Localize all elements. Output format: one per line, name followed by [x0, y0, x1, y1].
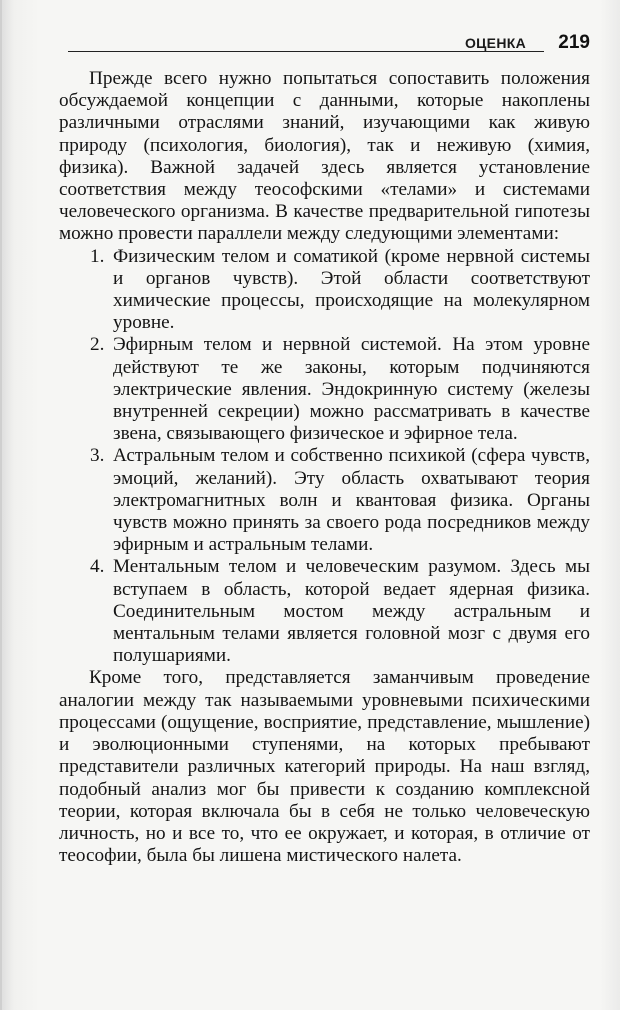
page-header — [68, 31, 592, 59]
list-item-text: Физическим телом и соматикой (кроме нервной системы и органов чувств). Этой области соответствуют химические процессы, происходящие на молекулярном уровне. — [113, 245, 590, 334]
list-item — [59, 246, 590, 335]
list-item-number: 4. — [90, 556, 105, 578]
page-edge-shadow — [0, 0, 2, 1010]
numbered-list — [59, 246, 590, 668]
list-item-text: Ментальным телом и человеческим разумом. Здесь мы вступаем в область, которой ведает ядерная физика. Соединительным мостом между астральным и ментальным телами является головной мозг с двумя его полушариями. — [113, 556, 590, 667]
running-head: ОЦЕНКА — [464, 35, 526, 51]
list-item — [59, 445, 590, 556]
list-item-number: 3. — [90, 445, 105, 467]
list-item — [59, 334, 590, 445]
list-item-number: 1. — [90, 245, 105, 267]
header-rule — [68, 51, 544, 52]
list-item-text: Эфирным телом и нервной системой. На этом уровне действуют те же законы, которым подчиняются электрические явления. Эндокринную систему (железы внутренней секреции) можно рассматривать в качестве звена, связывающего физическое и эфирное тела. — [113, 334, 590, 445]
page-number: 219 — [558, 32, 590, 53]
list-item-text: Астральным телом и собственно психикой (сфера чувств, эмоций, желаний). Эту область охватывают теория электромагнитных волн и квантовая физика. Органы чувств можно принять за своего рода посредников между эфирным и астральным телами. — [113, 445, 590, 556]
paragraph-conclusion: Кроме того, представляется заманчивым проведение аналогии между так называемыми уровневыми психическими процессами (ощущение, восприятие, представление, мышление) и эволюционными ступенями, на которых пребывают представители различных категорий природы. На наш взгляд, подобный анализ мог бы привести к созданию комплексной теории, которая включала бы в себя не только человеческую личность, но и все то, что ее окружает, и которая, в отличие от теософии, была бы лишена мистического налета. — [59, 667, 590, 867]
list-item — [59, 556, 590, 667]
body-text — [59, 68, 590, 867]
paragraph-intro: Прежде всего нужно попытаться сопоставить положения обсуждаемой концепции с данными, которые накоплены различными отраслями знаний, изучающими как живую природу (психология, биология), так и неживую (химия, физика). Важной задачей здесь является установление соответствия между теософскими «телами» и системами человеческого организма. В качестве предварительной гипотезы можно провести параллели между следующими элементами: — [59, 68, 590, 245]
list-item-number: 2. — [90, 334, 105, 356]
